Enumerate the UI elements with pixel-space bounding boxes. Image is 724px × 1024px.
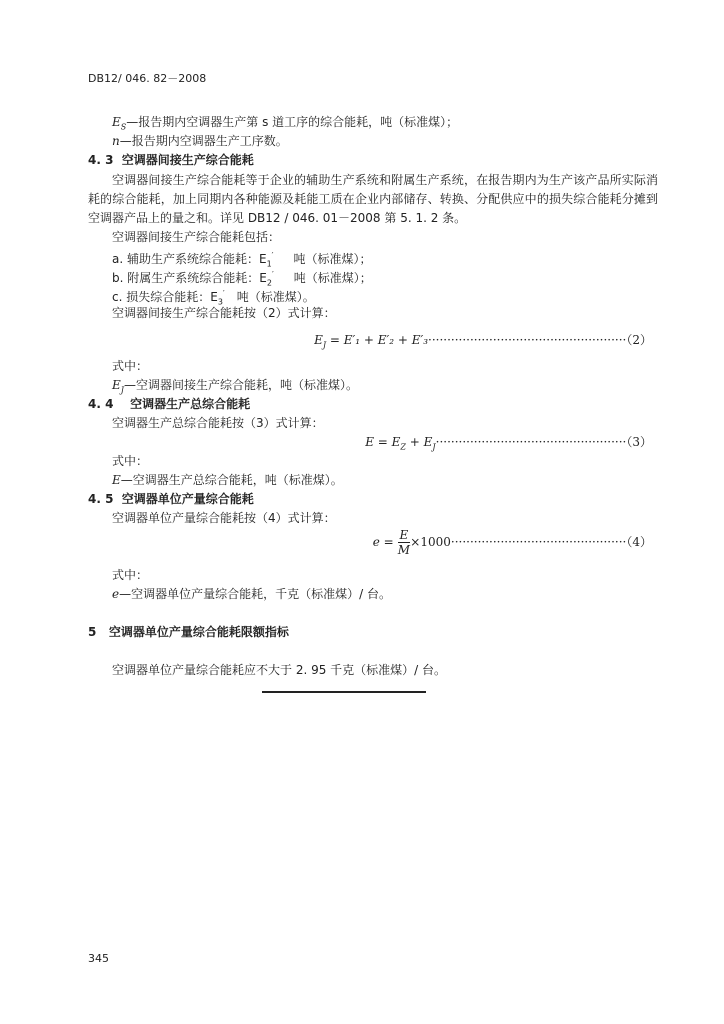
es-symbol: E (112, 115, 121, 129)
eq3-sub1: Z (400, 442, 406, 452)
eq3-number: （3） (626, 435, 652, 449)
n-symbol: n (112, 134, 120, 148)
unit-e-definition (112, 586, 391, 602)
page-header: DB12/ 046. 82－2008 (88, 72, 207, 85)
item-b: b. 附属生产系统综合能耗：$E_2'$ 吨（标准煤）； (112, 270, 372, 288)
item-c-text: c. 损失综合能耗：E (112, 290, 218, 304)
equation-2 (314, 331, 652, 349)
e-symbol: E (112, 473, 121, 487)
section-4-3-calc: 空调器间接生产综合能耗按（2）式计算： (112, 306, 336, 320)
item-a-text: a. 辅助生产系统综合能耗：E (112, 252, 267, 266)
eq3-text: E = E (365, 435, 401, 449)
item-a-sub: 1 (266, 259, 272, 269)
eq2-lhs-sub: J (322, 340, 327, 350)
ej-definition-text: —空调器间接生产综合能耗，吨（标准煤）。 (123, 378, 358, 392)
n-definition (112, 133, 288, 149)
ej-symbol: E (112, 378, 121, 392)
section-4-3-paragraph: 空调器间接生产综合能耗等于企业的辅助生产系统和附属生产系统，在报告期内为生产该产品所实际消耗的综合能耗，加上同期内各种能源及耗能工质在企业内部储存、转换、分配供应中的损失综合能耗分摊到空调器产品上的量之和。详见 DB12 / 046. 01－2008 第 5. 1. 2 条。 (88, 173, 658, 225)
item-a: a. 辅助生产系统综合能耗：$E_1'$ 吨（标准煤）； (112, 251, 372, 269)
eq2-rhs: = E′₁ + E′₂ + E′₃ (326, 333, 428, 347)
eq3-dots: ·················································· (435, 435, 627, 449)
ej-subscript: J (120, 385, 124, 395)
n-definition-text: —报告期内空调器生产工序数。 (119, 134, 288, 148)
unit-e-definition-text: —空调器单位产量综合能耗，千克（标准煤）/ 台。 (119, 587, 391, 601)
eq3-sub2: J (432, 442, 436, 452)
unit-e-symbol: e (112, 587, 120, 601)
eq4-number: （4） (626, 535, 652, 549)
e-definition-text: —空调器生产总综合能耗，吨（标准煤）。 (120, 473, 343, 487)
section-4-5-heading: 4. 5 空调器单位产量综合能耗 (88, 492, 254, 506)
equation-4 (373, 528, 652, 557)
item-c-sub: 3 (217, 297, 223, 307)
eq2-dots: ···················································· (428, 333, 627, 347)
eq4-fraction (398, 528, 411, 557)
end-rule (262, 691, 426, 693)
e-definition (112, 472, 343, 488)
section-4-3-includes: 空调器间接生产综合能耗包括： (112, 230, 281, 244)
item-b-sub: 2 (266, 278, 272, 288)
section-4-4-calc: 空调器生产总综合能耗按（3）式计算： (112, 416, 324, 430)
page-number: 345 (88, 952, 109, 965)
equation-3 (365, 433, 652, 451)
eq4-denominator: M (397, 543, 411, 557)
es-definition-text: —报告期内空调器生产第 s 道工序的综合能耗，吨（标准煤）； (126, 115, 459, 129)
item-a-unit: 吨（标准煤）； (293, 252, 372, 266)
section-4-4-where: 式中： (112, 454, 149, 468)
section-4-4-heading: 4. 4 空调器生产总综合能耗 (88, 397, 251, 411)
eq4-lhs: e = (372, 535, 398, 549)
eq2-number: （2） (626, 333, 652, 347)
item-c: c. 损失综合能耗：$E_3'$ 吨（标准煤）。 (112, 289, 315, 307)
es-subscript: S (120, 122, 127, 132)
eq3-plus: + E (405, 435, 433, 449)
item-b-unit: 吨（标准煤）； (293, 271, 372, 285)
section-4-3-heading: 4. 3 空调器间接生产综合能耗 (88, 153, 254, 167)
item-b-text: b. 附属生产系统综合能耗：E (112, 271, 267, 285)
section-5-text: 空调器单位产量综合能耗应不大于 2. 95 千克（标准煤）/ 台。 (112, 663, 447, 677)
eq4-dots: ·············································· (450, 535, 627, 549)
section-5-heading: 5 空调器单位产量综合能耗限额指标 (88, 625, 289, 639)
eq4-mult: ×1000 (410, 535, 451, 549)
section-4-5-calc: 空调器单位产量综合能耗按（4）式计算： (112, 511, 336, 525)
eq4-numerator: E (399, 528, 409, 542)
section-4-3-where: 式中： (112, 359, 149, 373)
eq2-lhs: E (314, 333, 323, 347)
section-4-5-where: 式中： (112, 568, 149, 582)
item-c-unit: 吨（标准煤）。 (236, 290, 315, 304)
